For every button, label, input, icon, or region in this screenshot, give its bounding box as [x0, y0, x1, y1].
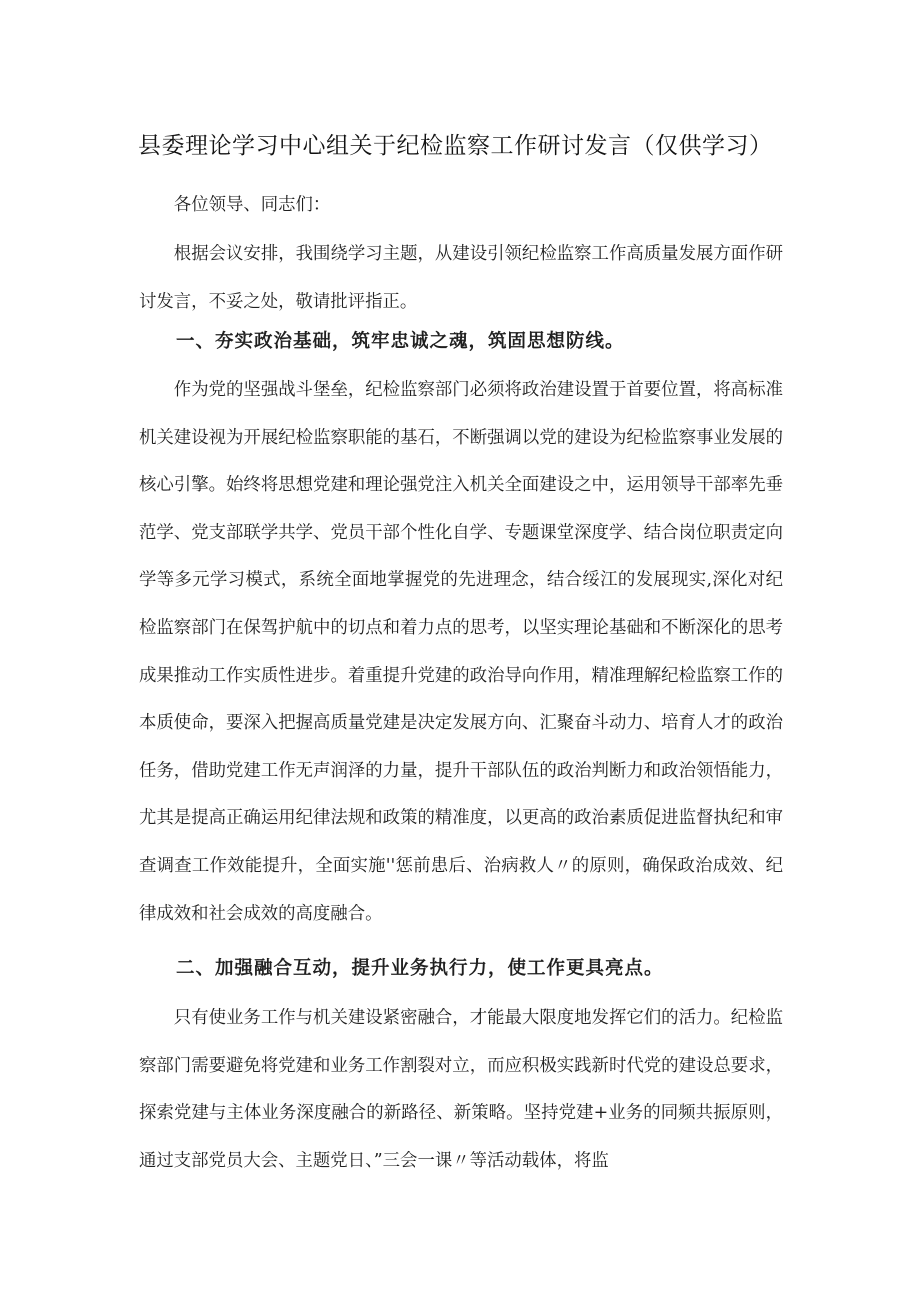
section-1-heading: 一、夯实政治基础，筑牢忠诚之魂，筑固思想防线。 — [176, 331, 625, 352]
section-1-body: 作为党的坚强战斗堡垒，纪检监察部门必须将政治建设置于首要位置，将高标准机关建设视为开展纪检监察职能的基石，不断强调以党的建设为纪检监察事业发展的核心引擎。始终将思想党建和理论强党注入机关全面建设之中，运用领导干部率先垂范学、党支部联学共学、党员干部个性化自学、专题课堂深度学、结合岗位职责定向学等多元学习模式，系统全面地掌握党的先进理念，结合绥江的发展现实,深化对纪检监察部门在保驾护航中的切点和着力点的思考，以坚实理论基础和不断深化的思考成果推动工作实质性进步。着重提升党建的政治导向作用，精准理解纪检监察工作的本质使命，要深入把握高质量党建是决定发展方向、汇聚奋斗动力、培育人才的政治任务，借助党建工作无声润泽的力量，提升干部队伍的政治判断力和政治领悟能力，尤其是提高正确运用纪律法规和政策的精准度，以更高的政治素质促进监督执纪和审查调查工作效能提升，全面实施''惩前患后、治病救人〃的原则，确保政治成效、纪律成效和社会成效的高度融合。 — [139, 380, 783, 924]
section-2-heading: 二、加强融合互动，提升业务执行力，使工作更具亮点。 — [176, 958, 664, 979]
intro-paragraph: 根据会议安排，我围绕学习主题，从建设引领纪检监察工作高质量发展方面作研讨发言，不妥之处，敬请批评指正。 — [139, 244, 783, 312]
section-2-body: 只有使业务工作与机关建设紧密融合，才能最大限度地发挥它们的活力。纪检监察部门需要避免将党建和业务工作割裂对立，而应积极实践新时代党的建设总要求，探索党建与主体业务深度融合的新路径、新策略。坚持党建+业务的同频共振原则，通过支部党员大会、主题党日、”三会一课〃等活动载体，将监 — [139, 1008, 783, 1171]
salutation: 各位领导、同志们： — [173, 195, 331, 215]
document-title: 县委理论学习中心组关于纪检监察工作研讨发言（仅供学习） — [138, 133, 773, 159]
